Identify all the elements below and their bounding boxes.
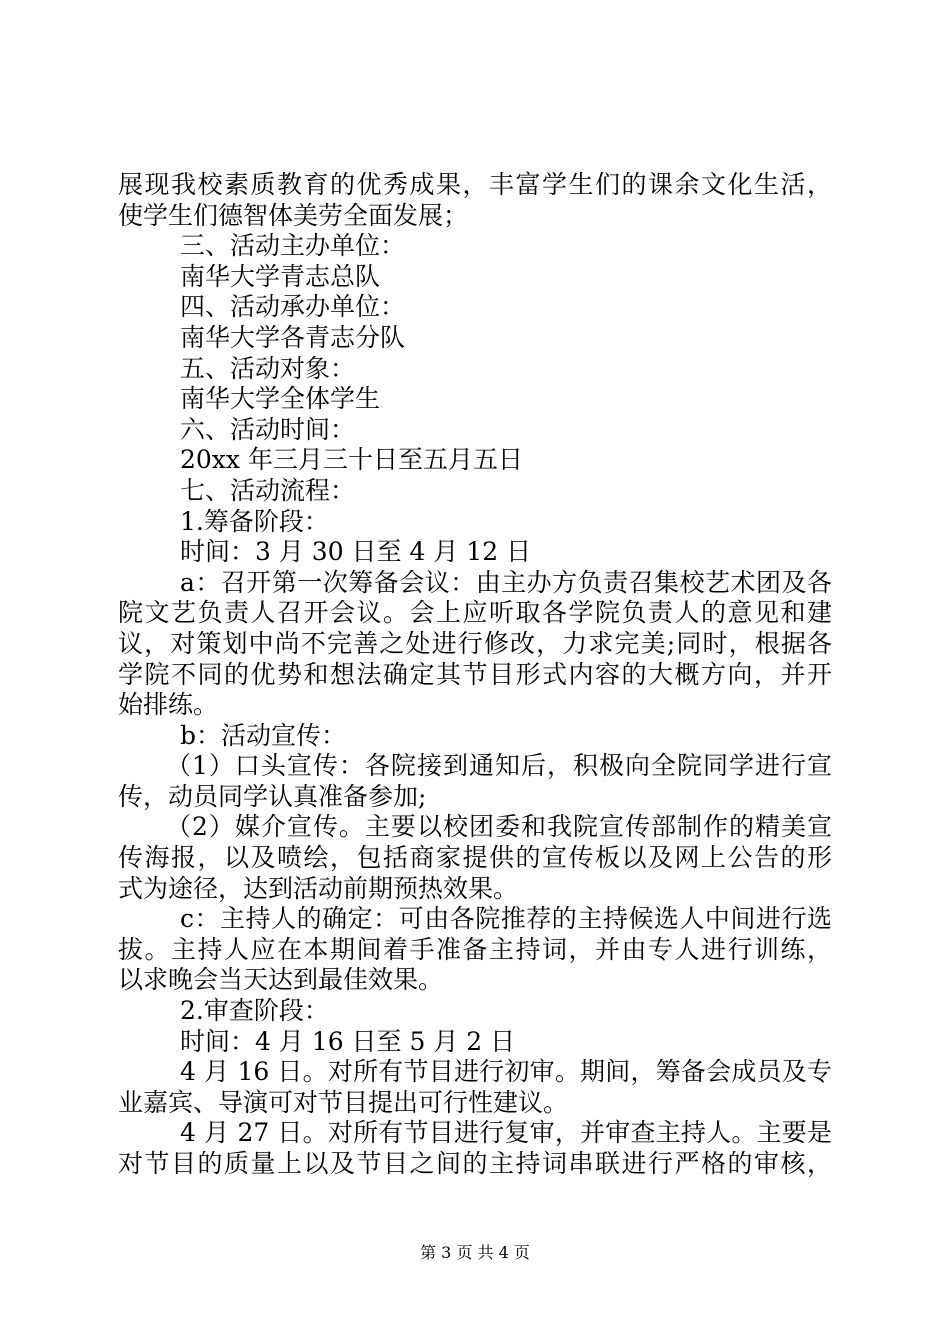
text-line: 南华大学各青志分队 — [180, 322, 406, 352]
text-line: 传海报，以及喷绘，包括商家提供的宣传板以及网上公告的形 — [118, 843, 832, 873]
text-line: c：主持人的确定：可由各院推荐的主持候选人中间进行选 — [180, 904, 832, 934]
text-line: 4 月 16 日。对所有节目进行初审。期间，筹备会成员及专 — [180, 1057, 832, 1087]
text-line: 五、活动对象： — [180, 353, 356, 383]
text-line: 传，动员同学认真准备参加; — [118, 781, 427, 811]
text-line: 学院不同的优势和想法确定其节目形式内容的大概方向，并开 — [118, 659, 832, 689]
text-line: 4 月 27 日。对所有节目进行复审，并审查主持人。主要是 — [180, 1118, 832, 1148]
text-line: 南华大学全体学生 — [180, 384, 381, 414]
text-line: 对节目的质量上以及节目之间的主持词串联进行严格的审核， — [118, 1149, 832, 1178]
text-line: 时间：4 月 16 日至 5 月 2 日 — [180, 1026, 516, 1056]
text-line: 七、活动流程： — [180, 475, 356, 505]
text-line: （1）口头宣传：各院接到通知后，积极向全院同学进行宣 — [166, 751, 832, 781]
text-line: 使学生们德智体美劳全面发展； — [118, 200, 469, 230]
text-line: 式为途径，达到活动前期预热效果。 — [118, 873, 519, 903]
text-line: 展现我校素质教育的优秀成果，丰富学生们的课余文化生活， — [118, 170, 832, 199]
text-line: 四、活动承办单位： — [180, 292, 406, 322]
text-line: 拔。主持人应在本期间着手准备主持词，并由专人进行训练， — [118, 934, 832, 964]
text-line: 三、活动主办单位： — [180, 231, 406, 261]
text-line: （2）媒介宣传。主要以校团委和我院宣传部制作的精美宣 — [166, 812, 832, 842]
text-line: a：召开第一次筹备会议：由主办方负责召集校艺术团及各 — [180, 567, 832, 597]
text-line: 始排练。 — [118, 690, 219, 720]
page-footer: 第 3 页 共 4 页 — [420, 1243, 530, 1262]
text-line: 六、活动时间： — [180, 414, 356, 444]
document-body — [118, 170, 832, 1180]
text-line: 业嘉宾、导演可对节目提出可行性建议。 — [118, 1087, 569, 1117]
text-line: 议，对策划中尚不完善之处进行修改，力求完美;同时，根据各 — [118, 628, 832, 658]
text-line: 以求晚会当天达到最佳效果。 — [118, 965, 444, 995]
text-line: 1.筹备阶段： — [180, 506, 329, 536]
text-line: 院文艺负责人召开会议。会上应听取各学院负责人的意见和建 — [118, 598, 832, 628]
text-line: 时间：3 月 30 日至 4 月 12 日 — [180, 537, 532, 567]
text-line: 2.审查阶段： — [180, 996, 329, 1026]
text-line: 南华大学青志总队 — [180, 261, 381, 291]
text-line: b：活动宣传： — [180, 720, 347, 750]
text-line: 20xx 年三月三十日至五月五日 — [180, 445, 523, 475]
